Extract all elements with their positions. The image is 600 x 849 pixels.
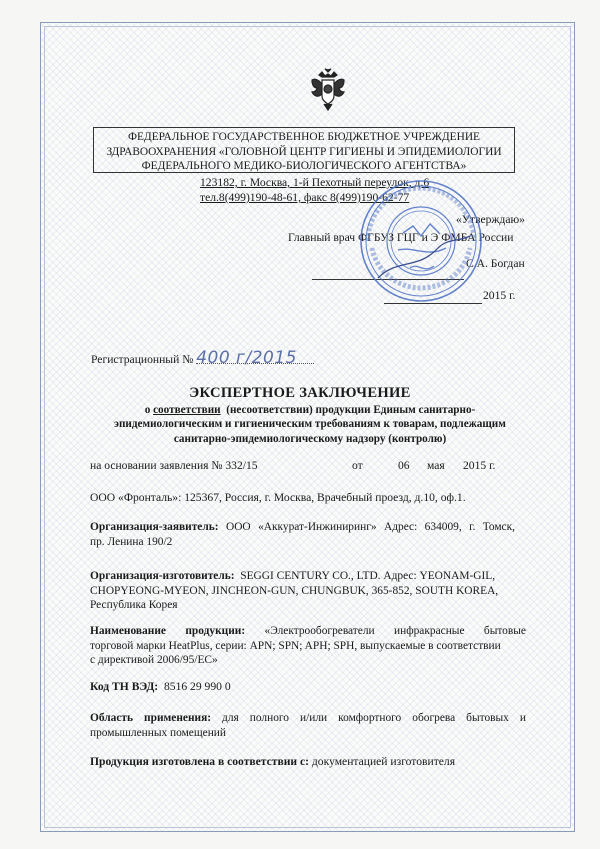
scope-block: Область применения: для полного и/или комфортного обогрева бытовых и промышленных помещений — [90, 712, 526, 739]
org-name-line1: ФЕДЕРАЛЬНОЕ ГОСУДАРСТВЕННОЕ БЮДЖЕТНОЕ УЧРЕЖДЕНИЕ — [127, 131, 481, 143]
document-subtitle: о соответствии (несоответствии) продукции Единым санитарно- эпидемиологическим и гигиеническим требованиям к товарам, подлежащим санитарно-эпидемиологическому надзору (контролю) — [114, 404, 506, 445]
application-year: 2015 г. — [463, 459, 496, 472]
application-month: мая — [427, 459, 445, 472]
document-title: ЭКСПЕРТНОЕ ЗАКЛЮЧЕНИЕ — [189, 385, 411, 401]
org-name-line3: ФЕДЕРАЛЬНОГО МЕДИКО-БИОЛОГИЧЕСКОГО АГЕНТСТВА» — [141, 160, 467, 173]
manufacturer-block: Организация-изготовитель: SEGGI CENTURY CO., LTD. Адрес: YEONAM-GIL, CHOPYEONG-MYEON, JINCHEON-GUN, CHUNGBUK, 365-852, SOUTH KOREA, Республика Корея — [90, 570, 499, 612]
approve-label: «Утверждаю» — [456, 213, 525, 226]
institution-phones: тел.8(499)190-48-61, факс 8(499)190-62-77 — [200, 191, 410, 204]
coat-of-arms-icon — [309, 68, 347, 112]
registration-number: Регистрационный № 400 г/2015 — [91, 348, 297, 368]
handwritten-reg-number: 400 г/2015 — [196, 348, 297, 368]
application-from: от — [352, 459, 363, 472]
application-basis: на основании заявления № 332/15 — [90, 459, 258, 472]
tn-ved-code: Код ТН ВЭД: 8516 29 990 0 — [90, 680, 231, 693]
reg-underline — [196, 363, 314, 364]
approver-position: Главный врач ФГБУЗ ГЦГ и Э ФМБА России — [288, 231, 514, 244]
institution-address: 123182, г. Москва, 1-й Пехотный переулок, д.6 — [200, 176, 430, 189]
approver-name: С.А. Богдан — [466, 257, 525, 270]
applicant-block: Организация-заявитель: ООО «Аккурат-Инжиниринг» Адрес: 634009, г. Томск, пр. Ленина 190/2 — [90, 521, 515, 548]
official-stamp-icon — [358, 178, 484, 304]
institution-header-box — [93, 127, 515, 173]
frontal-address: ООО «Фронталь»: 125367, Россия, г. Москва, Врачебный проезд, д.10, оф.1. — [90, 491, 466, 504]
manufactured-according: Продукция изготовлена в соответствии с: документацией изготовителя — [90, 755, 456, 768]
application-day: 06 — [398, 459, 410, 472]
approval-year: 2015 г. — [483, 289, 516, 302]
product-block: Наименование продукции: «Электрообогреватели инфракрасные бытовые торговой марки HeatPlus, серии: APN; SPN; APH; SPH, выпускаемые в соответствии с директивой 2006/95/EC» — [90, 625, 526, 667]
org-name-line2: ЗДРАВООХРАНЕНИЯ «ГОЛОВНОЙ ЦЕНТР ГИГИЕНЫ И ЭПИДЕМИОЛОГИИ — [106, 145, 502, 158]
